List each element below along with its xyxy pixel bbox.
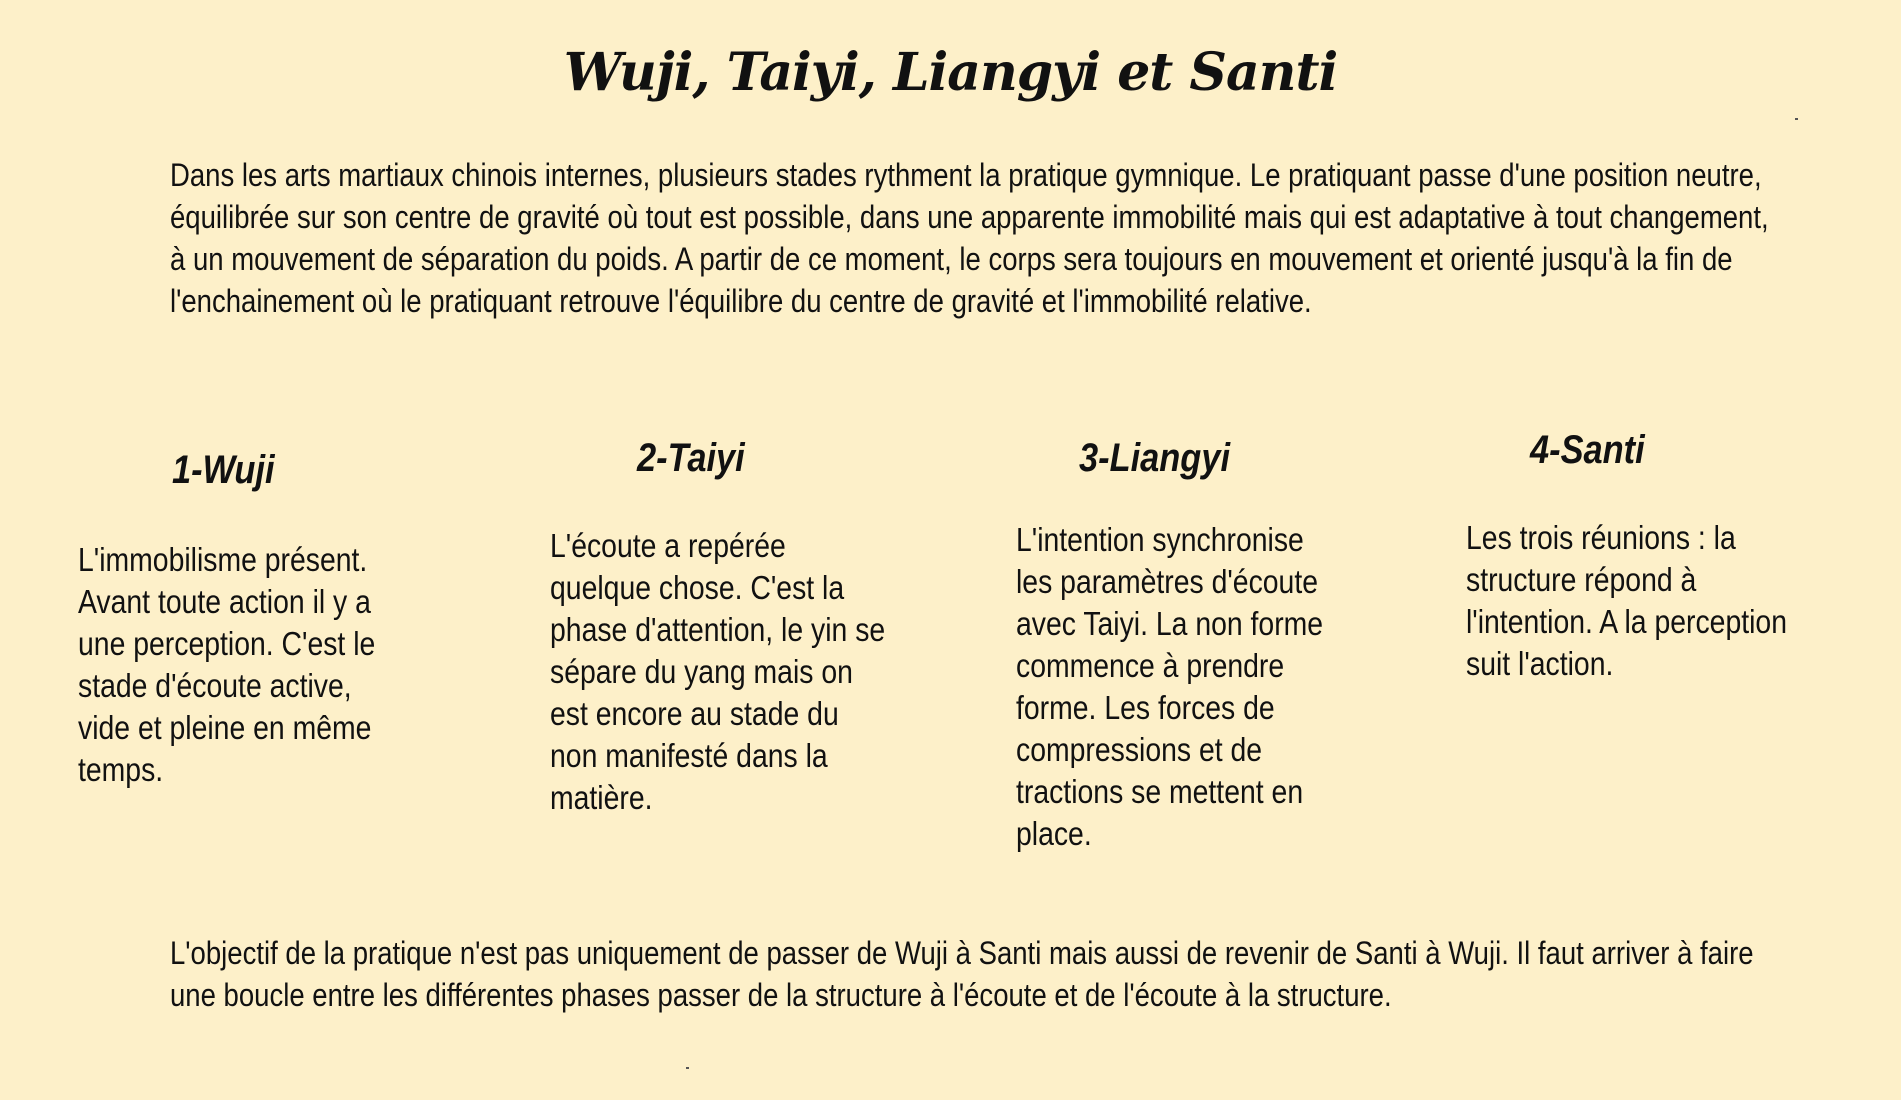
- intro-paragraph: Dans les arts martiaux chinois internes, plusieurs stades rythment la pratique gymnique. Le pratiquant passe d'une position neutre, équilibrée sur son centre de gravité où tout est possible, dans une apparente immobilité mais qui est adaptative à tout changement, à un mouvement de séparation du poids. A partir de ce moment, le corps sera toujours en mouvement et orienté jusqu'à la fin de l'enchainement où le pratiquant retrouve l'équilibre du centre de gravité et l'immobilité relative.: [170, 157, 1769, 319]
- stage-text-liangyi: L'intention synchronise les paramètres d'écoute avec Taiyi. La non forme commence à prendre forme. Les forces de compressions et de tractions se mettent en place.: [1016, 521, 1324, 852]
- stage-title-taiyi: 2-Taiyi: [637, 436, 745, 480]
- speck-mark: [686, 1067, 689, 1069]
- conclusion-paragraph: L'objectif de la pratique n'est pas uniquement de passer de Wuji à Santi mais aussi de revenir de Santi à Wuji. Il faut arriver à faire une boucle entre les différentes phases passer de la structure à l'écoute et de l'écoute à la structure.: [170, 935, 1754, 1013]
- page-title: Wuji, Taiyi, Liangyi et Santi: [563, 42, 1338, 103]
- stage-title-santi: 4-Santi: [1530, 428, 1645, 472]
- stage-title-liangyi: 3-Liangyi: [1079, 436, 1231, 480]
- stage-title-wuji: 1-Wuji: [172, 448, 275, 492]
- stage-text-santi: Les trois réunions : la structure répond à l'intention. A la perception suit l'action.: [1466, 519, 1787, 682]
- speck-mark: [1795, 118, 1798, 120]
- stage-text-taiyi: L'écoute a repérée quelque chose. C'est la phase d'attention, le yin se sépare du yang mais on est encore au stade du non manifesté dans la matière.: [550, 527, 886, 816]
- stage-text-wuji: L'immobilisme présent. Avant toute action il y a une perception. C'est le stade d'écoute active, vide et pleine en même temps.: [78, 541, 376, 788]
